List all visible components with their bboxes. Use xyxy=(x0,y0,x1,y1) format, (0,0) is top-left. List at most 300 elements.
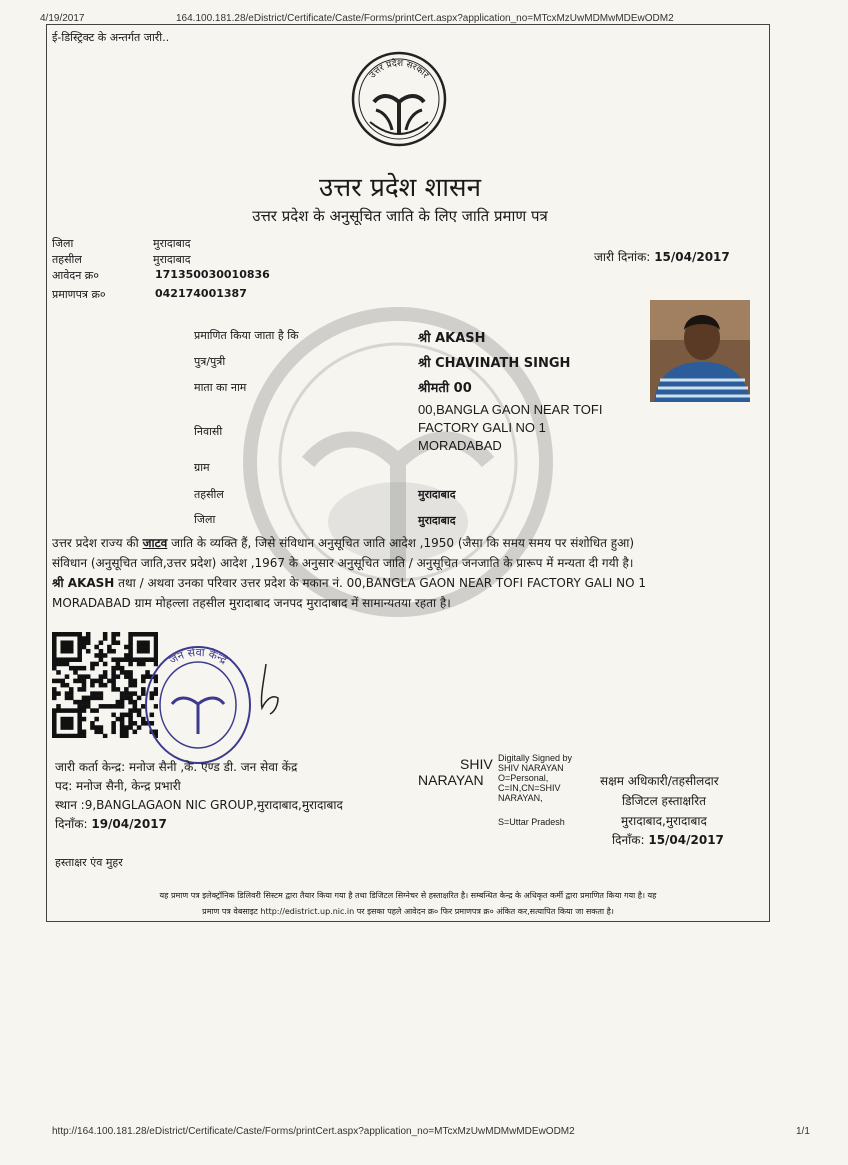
qr-module xyxy=(90,666,95,671)
district-value: मुरादाबाद xyxy=(153,237,191,250)
qr-module xyxy=(65,674,70,679)
qr-module xyxy=(65,696,70,701)
qr-module xyxy=(52,717,57,722)
seal-text: जन सेवा केन्द्र xyxy=(166,645,230,667)
qr-module xyxy=(60,725,65,730)
qr-module xyxy=(69,696,74,701)
svg-text:उत्तर प्रदेश सरकार xyxy=(368,57,430,81)
qr-module xyxy=(103,653,108,658)
qr-module xyxy=(99,683,104,688)
qr-module xyxy=(128,691,133,696)
qr-module xyxy=(69,640,74,645)
statement-line2: संविधान (अनुसूचित जाति,उत्तर प्रदेश) आदेश ,1967 के अनुसार अनुसूचित जाति / अनुसूचित जनजाति के प्रारूप में मन्यता दी गयी है। xyxy=(52,556,634,570)
qr-module xyxy=(128,636,133,641)
detail-tehsil-label: तहसील xyxy=(194,488,224,501)
qr-module xyxy=(77,713,82,718)
qr-module xyxy=(82,734,87,738)
qr-module xyxy=(103,670,108,675)
qr-module xyxy=(94,708,99,713)
qr-module xyxy=(99,696,104,701)
qr-module xyxy=(90,679,95,684)
qr-module xyxy=(60,640,65,645)
qr-module xyxy=(90,721,95,726)
qr-module xyxy=(116,704,121,709)
service-center-seal-icon xyxy=(140,642,254,768)
qr-module xyxy=(124,725,129,730)
qr-module xyxy=(65,662,70,667)
qr-module xyxy=(124,730,129,735)
qr-module xyxy=(82,679,87,684)
mother-name-label: माता का नाम xyxy=(194,381,247,394)
qr-module xyxy=(120,721,125,726)
qr-module xyxy=(52,649,57,654)
qr-module xyxy=(111,725,116,730)
qr-module xyxy=(69,657,74,662)
qr-module xyxy=(52,632,57,637)
qr-module xyxy=(99,649,104,654)
dsig-line4: C=IN,CN=SHIV xyxy=(498,783,561,793)
qr-module xyxy=(69,666,74,671)
qr-module xyxy=(111,687,116,692)
qr-module xyxy=(107,679,112,684)
qr-module xyxy=(52,734,57,738)
authority-date-value: 15/04/2017 xyxy=(648,833,724,847)
qr-module xyxy=(103,704,108,709)
emblem-text: उत्तर प्रदेश सरकार xyxy=(367,58,431,81)
qr-module xyxy=(103,674,108,679)
issuer-date-label: दिनाँक: xyxy=(55,817,88,831)
qr-module xyxy=(120,725,125,730)
qr-module xyxy=(111,683,116,688)
qr-module xyxy=(120,717,125,722)
qr-module xyxy=(103,636,108,641)
qr-module xyxy=(141,632,146,637)
applicant-name: श्री AKASH xyxy=(418,331,486,346)
qr-module xyxy=(120,713,125,718)
qr-module xyxy=(99,657,104,662)
qr-module xyxy=(133,700,138,705)
qr-module xyxy=(86,674,91,679)
qr-module xyxy=(65,649,70,654)
qr-module xyxy=(60,721,65,726)
qr-module xyxy=(128,725,133,730)
qr-module xyxy=(73,670,78,675)
qr-module xyxy=(120,691,125,696)
qr-module xyxy=(82,666,87,671)
qr-module xyxy=(124,713,129,718)
qr-module xyxy=(99,674,104,679)
qr-module xyxy=(99,653,104,658)
qr-module xyxy=(99,679,104,684)
qr-module xyxy=(111,657,116,662)
qr-module xyxy=(116,662,121,667)
verification-note-line2: प्रमाण पत्र वेबसाइट http://edistrict.up.nic.in पर इसका पहले आवेदन क्र० फिर प्रमाणपत्र क्र० अंकित कर,सत्यापित किया जा सकता है। xyxy=(202,907,614,916)
qr-module xyxy=(65,683,70,688)
issuer-place: स्थान :9,BANGLAGAON NIC GROUP,मुरादाबाद,मुरादाबाद xyxy=(55,798,343,812)
qr-module xyxy=(86,636,91,641)
qr-module xyxy=(116,632,121,637)
caste-statement xyxy=(52,533,764,613)
qr-module xyxy=(82,640,87,645)
qr-module xyxy=(128,679,133,684)
qr-module xyxy=(116,687,121,692)
authority-title: सक्षम अधिकारी/तहसीलदार xyxy=(600,774,719,788)
qr-module xyxy=(99,725,104,730)
qr-module xyxy=(111,636,116,641)
father-name: श्री CHAVINATH SINGH xyxy=(418,356,571,371)
qr-module xyxy=(69,725,74,730)
qr-module xyxy=(116,666,121,671)
qr-module xyxy=(116,640,121,645)
qr-module xyxy=(128,645,133,650)
qr-module xyxy=(116,717,121,722)
qr-module xyxy=(56,632,61,637)
detail-district-label: जिला xyxy=(194,513,216,526)
up-government-emblem-icon xyxy=(350,50,448,148)
qr-module xyxy=(56,657,61,662)
qr-module xyxy=(90,691,95,696)
verification-note-line1: यह प्रमाण पत्र इलेक्ट्रॉनिक डिलिवरी सिस्टम द्वारा तैयार किया गया है तथा डिजिटल सिग्नेचर से हस्ताक्षरित है। सम्बन्धित केन्द्र के अधिकृत कर्मी द्वारा प्रमाणित किया गया है। यह xyxy=(159,891,657,900)
qr-module xyxy=(77,666,82,671)
qr-module xyxy=(77,640,82,645)
signer-name-line2: NARAYAN xyxy=(418,772,484,788)
qr-module xyxy=(94,691,99,696)
qr-module xyxy=(73,700,78,705)
qr-module xyxy=(69,734,74,738)
qr-module xyxy=(77,708,82,713)
qr-module xyxy=(124,645,129,650)
qr-module xyxy=(124,674,129,679)
qr-module xyxy=(128,653,133,658)
detail-tehsil-value: मुरादाबाद xyxy=(418,488,456,501)
qr-module xyxy=(52,666,57,671)
verification-note xyxy=(52,888,764,920)
qr-module xyxy=(52,645,57,650)
qr-module xyxy=(111,679,116,684)
qr-module xyxy=(60,662,65,667)
issuer-post: पद: मनोज सैनी, केन्द्र प्रभारी xyxy=(55,779,181,793)
qr-module xyxy=(52,691,57,696)
qr-module xyxy=(77,653,82,658)
qr-module xyxy=(99,640,104,645)
qr-module xyxy=(77,725,82,730)
qr-module xyxy=(111,674,116,679)
qr-module xyxy=(69,632,74,637)
applicant-photo xyxy=(650,300,750,402)
qr-module xyxy=(128,708,133,713)
village-label: ग्राम xyxy=(194,461,210,474)
qr-module xyxy=(60,645,65,650)
qr-module xyxy=(103,662,108,667)
application-number-value: 171350030010836 xyxy=(155,268,270,281)
qr-module xyxy=(111,713,116,718)
qr-module xyxy=(111,649,116,654)
qr-module xyxy=(86,640,91,645)
qr-module xyxy=(124,696,129,701)
qr-module xyxy=(137,632,142,637)
qr-module xyxy=(107,704,112,709)
qr-module xyxy=(52,657,57,662)
qr-module xyxy=(82,683,87,688)
statement-line4: MORADABAD ग्राम मोहल्ला तहसील मुरादाबाद जनपद मुरादाबाद में सामान्यतया रहता है। xyxy=(52,596,451,610)
son-of-label: पुत्र/पुत्री xyxy=(194,355,226,368)
qr-module xyxy=(65,632,70,637)
qr-module xyxy=(99,730,104,735)
qr-module xyxy=(65,708,70,713)
certified-label: प्रमाणित किया जाता है कि xyxy=(194,329,299,342)
qr-module xyxy=(73,632,78,637)
caste-name: जाटव xyxy=(142,536,168,550)
qr-module xyxy=(154,636,158,641)
address-line-3: MORADABAD xyxy=(418,438,502,453)
qr-module xyxy=(56,704,61,709)
qr-module xyxy=(116,657,121,662)
qr-module xyxy=(60,683,65,688)
qr-module xyxy=(124,734,129,738)
qr-module xyxy=(77,721,82,726)
qr-module xyxy=(120,657,125,662)
qr-module xyxy=(94,730,99,735)
qr-module xyxy=(86,700,91,705)
qr-module xyxy=(69,717,74,722)
qr-module xyxy=(99,691,104,696)
qr-module xyxy=(69,687,74,692)
qr-module xyxy=(60,657,65,662)
qr-module xyxy=(65,725,70,730)
qr-module xyxy=(56,708,61,713)
authority-place: मुरादाबाद,मुरादाबाद xyxy=(621,814,707,828)
qr-module xyxy=(103,734,108,738)
qr-module xyxy=(94,725,99,730)
qr-module xyxy=(77,730,82,735)
qr-module xyxy=(82,704,87,709)
district-label: जिला xyxy=(52,237,74,250)
qr-module xyxy=(133,632,138,637)
print-url[interactable]: 164.100.181.28/eDistrict/Certificate/Caste/Forms/printCert.aspx?application_no=MTcxMzUwMDMwMDEwODM2 xyxy=(176,13,674,24)
qr-module xyxy=(77,632,82,637)
print-footer-url[interactable]: http://164.100.181.28/eDistrict/Certificate/Caste/Forms/printCert.aspx?application_no=MTcxMzUwMDMwMDEwODM2 xyxy=(52,1126,575,1137)
qr-module xyxy=(77,645,82,650)
qr-module xyxy=(56,679,61,684)
certificate-subtitle: उत्तर प्रदेश के अनुसूचित जाति के लिए जाति प्रमाण पत्र xyxy=(252,207,548,225)
qr-module xyxy=(82,717,87,722)
qr-module xyxy=(99,704,104,709)
dsig-state: S=Uttar Pradesh xyxy=(498,817,565,827)
qr-module xyxy=(128,670,133,675)
qr-module xyxy=(128,696,133,701)
certificate-number-value: 042174001387 xyxy=(155,287,247,300)
qr-module xyxy=(52,687,57,692)
qr-module xyxy=(133,657,138,662)
qr-module xyxy=(94,696,99,701)
qr-module xyxy=(111,721,116,726)
qr-module xyxy=(77,687,82,692)
authority-digitally-signed: डिजिटल हस्ताक्षरित xyxy=(622,794,706,808)
statement-line1-post: जाति के व्यक्ति हैं, जिसे संविधान अनुसूचित जाति आदेश ,1950 (जैसा कि समय समय पर संशोधित हुआ) xyxy=(167,536,635,550)
qr-module xyxy=(128,674,133,679)
qr-module xyxy=(90,708,95,713)
qr-module xyxy=(120,700,125,705)
qr-module xyxy=(133,708,138,713)
qr-module xyxy=(60,679,65,684)
svg-text:जन सेवा केन्द्र xyxy=(167,646,230,667)
qr-module xyxy=(52,662,57,667)
qr-module xyxy=(73,734,78,738)
qr-module xyxy=(69,721,74,726)
qr-module xyxy=(107,645,112,650)
issuer-date-value: 19/04/2017 xyxy=(91,817,167,831)
statement-line3: तथा / अथवा उनका परिवार उत्तर प्रदेश के मकान नं. 00,BANGLA GAON NEAR TOFI FACTORY GALI NO 1 xyxy=(114,576,647,590)
qr-module xyxy=(133,683,138,688)
tehsil-value: मुरादाबाद xyxy=(153,253,191,266)
qr-module xyxy=(128,717,133,722)
qr-module xyxy=(128,662,133,667)
sign-and-seal-label: हस्ताक्षर एंव मुहर xyxy=(55,856,123,869)
qr-module xyxy=(124,657,129,662)
qr-module xyxy=(103,632,108,637)
qr-module xyxy=(111,670,116,675)
print-page-number: 1/1 xyxy=(796,1126,810,1137)
qr-module xyxy=(94,645,99,650)
qr-module xyxy=(128,649,133,654)
qr-module xyxy=(103,683,108,688)
qr-module xyxy=(120,666,125,671)
qr-module xyxy=(65,645,70,650)
qr-module xyxy=(82,700,87,705)
dsig-line2: SHIV NARAYAN xyxy=(498,763,564,773)
qr-module xyxy=(69,649,74,654)
qr-module xyxy=(82,645,87,650)
address-line-1: 00,BANGLA GAON NEAR TOFI xyxy=(418,402,603,417)
certificate-number-label: प्रमाणपत्र क्र० xyxy=(52,288,106,301)
qr-module xyxy=(73,666,78,671)
qr-module xyxy=(52,640,57,645)
qr-module xyxy=(52,730,57,735)
qr-module xyxy=(69,691,74,696)
qr-module xyxy=(52,713,57,718)
qr-module xyxy=(52,653,57,658)
resident-label: निवासी xyxy=(194,425,223,438)
qr-module xyxy=(90,683,95,688)
qr-module xyxy=(56,691,61,696)
qr-module xyxy=(77,717,82,722)
qr-module xyxy=(77,704,82,709)
tehsil-label: तहसील xyxy=(52,253,82,266)
qr-module xyxy=(77,674,82,679)
address-line-2: FACTORY GALI NO 1 xyxy=(418,420,546,435)
qr-module xyxy=(94,679,99,684)
dsig-line5: NARAYAN, xyxy=(498,793,543,803)
qr-module xyxy=(60,734,65,738)
qr-module xyxy=(56,670,61,675)
print-date: 4/19/2017 xyxy=(40,13,85,24)
qr-module xyxy=(116,674,121,679)
qr-module xyxy=(111,632,116,637)
qr-module xyxy=(111,704,116,709)
qr-module xyxy=(65,640,70,645)
qr-module xyxy=(82,674,87,679)
qr-module xyxy=(124,687,129,692)
qr-module xyxy=(82,636,87,641)
certificate-title: उत्तर प्रदेश शासन xyxy=(318,173,482,203)
qr-module xyxy=(145,632,150,637)
qr-module xyxy=(86,649,91,654)
qr-module xyxy=(56,662,61,667)
qr-module xyxy=(154,632,158,637)
qr-module xyxy=(65,721,70,726)
qr-module xyxy=(116,700,121,705)
qr-module xyxy=(86,704,91,709)
qr-module xyxy=(133,691,138,696)
qr-module xyxy=(120,734,125,738)
qr-module xyxy=(120,696,125,701)
qr-module xyxy=(77,734,82,738)
qr-module xyxy=(60,632,65,637)
qr-module xyxy=(73,708,78,713)
qr-module xyxy=(86,696,91,701)
qr-module xyxy=(77,700,82,705)
qr-module xyxy=(82,730,87,735)
qr-module xyxy=(69,708,74,713)
qr-module xyxy=(124,670,129,675)
qr-module xyxy=(82,687,87,692)
qr-module xyxy=(133,679,138,684)
qr-module xyxy=(133,721,138,726)
qr-module xyxy=(94,662,99,667)
issue-date-label: जारी दिनांक: xyxy=(594,250,651,264)
qr-module xyxy=(124,691,129,696)
qr-module xyxy=(52,696,57,701)
qr-module xyxy=(128,721,133,726)
qr-module xyxy=(94,653,99,658)
qr-module xyxy=(82,696,87,701)
qr-module xyxy=(133,730,138,735)
qr-module xyxy=(65,691,70,696)
qr-module xyxy=(124,653,129,658)
handwritten-signature xyxy=(256,660,286,716)
qr-module xyxy=(77,679,82,684)
digital-signature-block xyxy=(498,753,572,803)
qr-module xyxy=(82,708,87,713)
qr-module xyxy=(69,645,74,650)
qr-module xyxy=(111,730,116,735)
issuing-center: जारी कर्ता केन्द्र: मनोज सैनी ,के. एण्ड डी. जन सेवा केंद्र xyxy=(55,760,298,774)
qr-module xyxy=(128,657,133,662)
qr-module xyxy=(90,662,95,667)
mother-name: श्रीमती 00 xyxy=(418,381,472,396)
qr-module xyxy=(77,657,82,662)
qr-module xyxy=(65,657,70,662)
qr-module xyxy=(111,640,116,645)
qr-module xyxy=(111,666,116,671)
issue-date-value: 15/04/2017 xyxy=(654,250,730,264)
qr-module xyxy=(52,725,57,730)
qr-module xyxy=(120,730,125,735)
qr-module xyxy=(77,636,82,641)
qr-module xyxy=(120,704,125,709)
qr-module xyxy=(150,632,155,637)
qr-module xyxy=(65,734,70,738)
qr-module xyxy=(128,713,133,718)
qr-module xyxy=(86,632,91,637)
qr-module xyxy=(60,708,65,713)
qr-module xyxy=(107,649,112,654)
qr-module xyxy=(73,657,78,662)
application-number-label: आवेदन क्र० xyxy=(52,269,99,282)
qr-module xyxy=(52,708,57,713)
qr-module xyxy=(52,721,57,726)
qr-module xyxy=(128,683,133,688)
